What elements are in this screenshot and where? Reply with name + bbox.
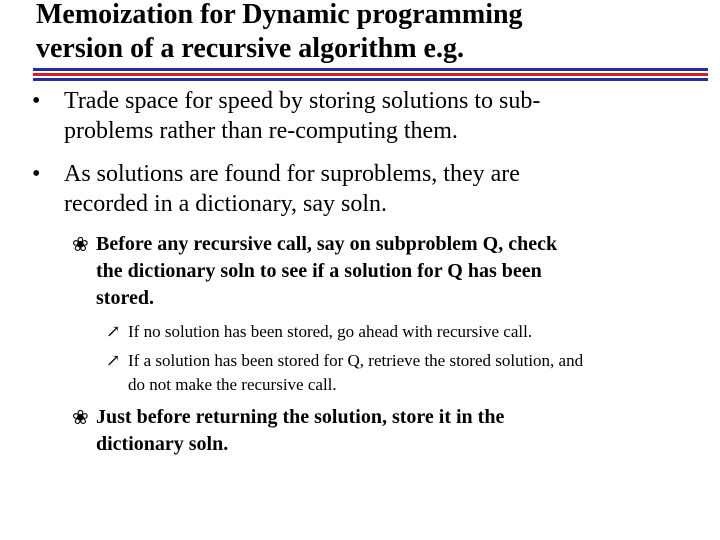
subbullet-1-line-2: the dictionary soln to see if a solution for Q has been <box>96 260 542 282</box>
bullet-text <box>64 86 684 146</box>
subsubbullet-text <box>128 320 698 344</box>
subbullet-1-line-3: stored. <box>96 287 154 309</box>
bullet-2-line-1: As solutions are found for suproblems, they are <box>64 161 520 187</box>
subbullet-1-line-1: Before any recursive call, say on subproblem Q, check <box>96 233 558 255</box>
arrow-bullet-icon: ↗ <box>106 322 121 341</box>
bullet-text <box>64 159 684 219</box>
bullet-dot-icon: • <box>32 161 41 187</box>
flower-bullet-icon: ❀ <box>72 234 89 256</box>
bullet-dot-icon: • <box>32 88 41 114</box>
title-line-2: version of a recursive algorithm e.g. <box>36 33 464 64</box>
bullet-1-line-1: Trade space for speed by storing solutions to sub- <box>64 88 541 114</box>
subsubbullet-text <box>128 349 698 397</box>
subbullet-text <box>96 404 686 458</box>
slide-title <box>36 0 696 66</box>
title-line-1: Memoization for Dynamic programming <box>36 0 523 30</box>
subbullet-text <box>96 231 686 312</box>
flower-bullet-icon: ❀ <box>72 407 89 429</box>
bullet-2-line-2: recorded in a dictionary, say soln. <box>64 191 388 217</box>
subsubbullet-2-line-2: do not make the recursive call. <box>128 375 337 394</box>
subbullet-2-line-1: Just before returning the solution, store it in the <box>96 406 505 428</box>
title-rule-blue-bottom <box>33 78 708 81</box>
arrow-bullet-icon: ↗ <box>106 351 121 370</box>
title-rule-red <box>33 73 708 76</box>
bullet-1-line-2: problems rather than re-computing them. <box>64 118 458 144</box>
title-rule-blue-top <box>33 68 708 71</box>
subsubbullet-1-line-1: If no solution has been stored, go ahead with recursive call. <box>128 322 533 341</box>
subsubbullet-2-line-1: If a solution has been stored for Q, retrieve the stored solution, and <box>128 351 584 370</box>
subbullet-2-line-2: dictionary soln. <box>96 433 229 455</box>
